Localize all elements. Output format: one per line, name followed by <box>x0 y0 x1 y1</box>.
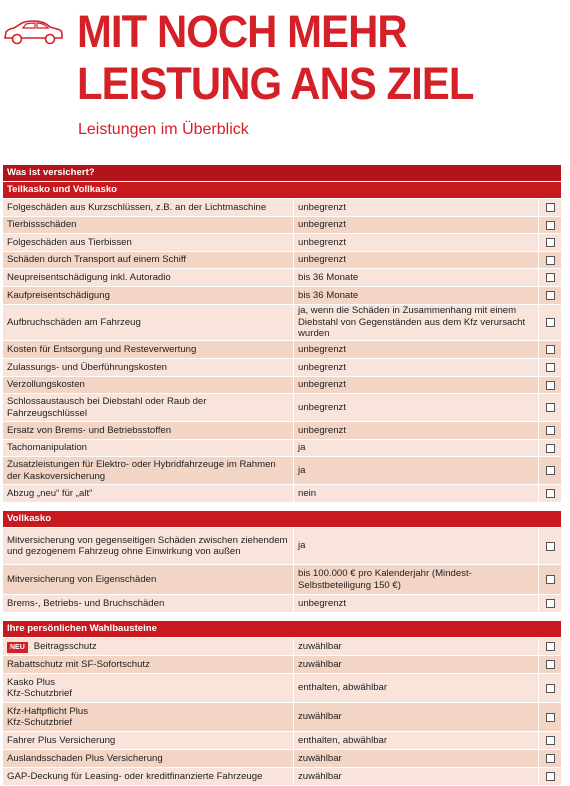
table-row <box>3 234 561 252</box>
coverage-item <box>3 252 294 268</box>
table-row <box>3 422 561 440</box>
coverage-value: nein <box>294 485 539 502</box>
coverage-item <box>3 422 294 439</box>
table-row <box>3 703 561 732</box>
coverage-value: ja <box>294 528 539 564</box>
checkbox-cell <box>539 341 561 358</box>
checkbox[interactable] <box>546 599 555 608</box>
coverage-item-label: Abzug „neu“ für „alt“ <box>7 487 93 499</box>
coverage-item <box>3 217 294 233</box>
coverage-value: zuwählbar <box>294 703 539 731</box>
checkbox-cell <box>539 394 561 421</box>
table-row <box>3 217 561 234</box>
checkbox-cell <box>539 457 561 484</box>
section-header: Teilkasko und Vollkasko <box>3 182 561 199</box>
coverage-value: unbegrenzt <box>294 422 539 439</box>
coverage-value: unbegrenzt <box>294 234 539 251</box>
coverage-item-label: Mitversicherung von gegenseitigen Schäden zwischen ziehendem und gezogenem Fahrzeug ohne Einwirkung von außen <box>7 534 288 557</box>
checkbox-cell <box>539 234 561 251</box>
coverage-item <box>3 703 294 731</box>
coverage-item <box>3 656 294 673</box>
coverage-item-label: Aufbruchschäden am Fahrzeug <box>7 316 141 328</box>
table-row <box>3 485 561 503</box>
checkbox-cell <box>539 638 561 655</box>
checkbox-cell <box>539 377 561 393</box>
coverage-item <box>3 595 294 612</box>
title-line-2: LEISTUNG ANS ZIEL <box>77 58 474 109</box>
table-row <box>3 199 561 217</box>
coverage-item-label: GAP-Deckung für Leasing- oder kreditfinanzierte Fahrzeuge <box>7 770 263 782</box>
checkbox[interactable] <box>546 736 555 745</box>
checkbox-cell <box>539 217 561 233</box>
checkbox-cell <box>539 656 561 673</box>
coverage-table <box>3 165 561 786</box>
car-outline-icon <box>2 18 64 46</box>
coverage-item <box>3 199 294 216</box>
checkbox-cell <box>539 485 561 502</box>
coverage-value: unbegrenzt <box>294 394 539 421</box>
page-subtitle: Leistungen im Überblick <box>78 121 249 138</box>
table-row <box>3 377 561 394</box>
checkbox[interactable] <box>546 466 555 475</box>
table-row <box>3 656 561 674</box>
checkbox[interactable] <box>546 256 555 265</box>
checkbox[interactable] <box>546 221 555 230</box>
coverage-item-label: Auslandsschaden Plus Versicherung <box>7 752 163 764</box>
checkbox-cell <box>539 252 561 268</box>
section-header: Ihre persönlichen Wahlbausteine <box>3 621 561 638</box>
coverage-item-label: Zusatzleistungen für Elektro- oder Hybridfahrzeuge im Rahmen der Kaskoversicherung <box>7 459 276 482</box>
checkbox[interactable] <box>546 318 555 327</box>
checkbox[interactable] <box>546 444 555 453</box>
checkbox[interactable] <box>546 575 555 584</box>
coverage-value: zuwählbar <box>294 768 539 785</box>
checkbox-cell <box>539 768 561 785</box>
coverage-value: ja <box>294 440 539 456</box>
coverage-value: zuwählbar <box>294 638 539 655</box>
coverage-item <box>3 377 294 393</box>
coverage-item <box>3 269 294 286</box>
checkbox[interactable] <box>546 713 555 722</box>
checkbox-cell <box>539 674 561 702</box>
table-row <box>3 638 561 656</box>
coverage-item-label: Folgeschäden aus Tierbissen <box>7 236 132 248</box>
checkbox-cell <box>539 750 561 767</box>
checkbox-cell <box>539 440 561 456</box>
checkbox-cell <box>539 703 561 731</box>
checkbox[interactable] <box>546 542 555 551</box>
table-row <box>3 565 561 595</box>
coverage-item <box>3 359 294 376</box>
checkbox[interactable] <box>546 489 555 498</box>
checkbox[interactable] <box>546 363 555 372</box>
coverage-item-label: Kaufpreisentschädigung <box>7 289 110 301</box>
coverage-item-label: Mitversicherung von Eigenschäden <box>7 573 157 585</box>
checkbox[interactable] <box>546 273 555 282</box>
coverage-item <box>3 565 294 594</box>
table-row <box>3 750 561 768</box>
coverage-item-label: Fahrer Plus Versicherung <box>7 734 116 746</box>
section-header: Vollkasko <box>3 511 561 528</box>
table-row <box>3 674 561 703</box>
checkbox[interactable] <box>546 772 555 781</box>
coverage-value: bis 100.000 € pro Kalenderjahr (Mindest-Selbstbeteiligung 150 €) <box>294 565 539 594</box>
checkbox[interactable] <box>546 291 555 300</box>
coverage-item-label: Tachomanipulation <box>7 442 88 454</box>
page-title <box>77 6 473 110</box>
checkbox-cell <box>539 287 561 304</box>
coverage-item <box>3 750 294 767</box>
coverage-item-label: Kosten für Entsorgung und Resteverwertung <box>7 343 197 355</box>
title-line-1: MIT NOCH MEHR <box>77 6 407 57</box>
checkbox-cell <box>539 595 561 612</box>
checkbox-cell <box>539 732 561 749</box>
coverage-item-label: Verzollungskosten <box>7 379 85 391</box>
table-row <box>3 305 561 341</box>
checkbox[interactable] <box>546 403 555 412</box>
coverage-item-label: Rabattschutz mit SF-Sofortschutz <box>7 658 150 670</box>
coverage-value: unbegrenzt <box>294 359 539 376</box>
checkbox[interactable] <box>546 642 555 651</box>
section-gap <box>3 503 561 511</box>
coverage-value: unbegrenzt <box>294 341 539 358</box>
checkbox[interactable] <box>546 660 555 669</box>
coverage-value: bis 36 Monate <box>294 269 539 286</box>
coverage-item-label: Kfz-Haftpflicht Plus Kfz-Schutzbrief <box>7 705 89 728</box>
coverage-item-label: Brems-, Betriebs- und Bruchschäden <box>7 597 165 609</box>
checkbox-cell <box>539 565 561 594</box>
coverage-item-label: Beitragsschutz <box>33 640 97 652</box>
coverage-item-label: Folgeschäden aus Kurzschlüssen, z.B. an der Lichtmaschine <box>7 201 267 213</box>
coverage-item <box>3 528 294 564</box>
checkbox[interactable] <box>546 684 555 693</box>
coverage-item-label: Tierbissschäden <box>7 219 77 231</box>
checkbox-cell <box>539 359 561 376</box>
coverage-item <box>3 732 294 749</box>
new-badge: NEU <box>7 642 28 653</box>
coverage-item <box>3 305 294 340</box>
checkbox[interactable] <box>546 381 555 390</box>
coverage-item <box>3 485 294 502</box>
table-row <box>3 252 561 269</box>
coverage-value: zuwählbar <box>294 750 539 767</box>
coverage-item <box>3 768 294 785</box>
coverage-item <box>3 440 294 456</box>
coverage-item <box>3 394 294 421</box>
header <box>0 0 570 160</box>
coverage-value: zuwählbar <box>294 656 539 673</box>
coverage-item-label: Schäden durch Transport auf einem Schiff <box>7 254 187 266</box>
checkbox[interactable] <box>546 238 555 247</box>
coverage-value: ja <box>294 457 539 484</box>
table-row <box>3 341 561 359</box>
checkbox-cell <box>539 305 561 340</box>
checkbox[interactable] <box>546 426 555 435</box>
table-row <box>3 528 561 565</box>
coverage-item <box>3 457 294 484</box>
table-row <box>3 732 561 750</box>
coverage-item-label: Kasko Plus Kfz-Schutzbrief <box>7 676 73 699</box>
coverage-value: unbegrenzt <box>294 377 539 393</box>
table-row <box>3 457 561 485</box>
checkbox-cell <box>539 422 561 439</box>
coverage-value: unbegrenzt <box>294 252 539 268</box>
coverage-item <box>3 234 294 251</box>
table-heading: Was ist versichert? <box>3 165 561 182</box>
coverage-value: unbegrenzt <box>294 199 539 216</box>
table-row <box>3 440 561 457</box>
table-row <box>3 269 561 287</box>
table-row <box>3 595 561 613</box>
checkbox[interactable] <box>546 203 555 212</box>
coverage-item-label: Zulassungs- und Überführungskosten <box>7 361 167 373</box>
checkbox[interactable] <box>546 345 555 354</box>
checkbox-cell <box>539 199 561 216</box>
coverage-value: enthalten, abwählbar <box>294 732 539 749</box>
coverage-item <box>3 638 294 655</box>
coverage-value: bis 36 Monate <box>294 287 539 304</box>
coverage-item-label: Neupreisentschädigung inkl. Autoradio <box>7 271 171 283</box>
coverage-item <box>3 341 294 358</box>
checkbox-cell <box>539 528 561 564</box>
coverage-value: enthalten, abwählbar <box>294 674 539 702</box>
coverage-value: unbegrenzt <box>294 217 539 233</box>
table-row <box>3 359 561 377</box>
table-row <box>3 394 561 422</box>
checkbox[interactable] <box>546 754 555 763</box>
coverage-item-label: Ersatz von Brems- und Betriebsstoffen <box>7 424 172 436</box>
coverage-value: unbegrenzt <box>294 595 539 612</box>
table-row <box>3 768 561 786</box>
section-gap <box>3 613 561 621</box>
table-row <box>3 287 561 305</box>
coverage-item-label: Schlossaustausch bei Diebstahl oder Raub der Fahrzeugschlüssel <box>7 396 207 419</box>
coverage-item <box>3 287 294 304</box>
checkbox-cell <box>539 269 561 286</box>
coverage-item <box>3 674 294 702</box>
coverage-value: ja, wenn die Schäden in Zusammenhang mit einem Diebstahl von Gegenständen aus dem Kfz verursacht wurden <box>294 305 539 340</box>
